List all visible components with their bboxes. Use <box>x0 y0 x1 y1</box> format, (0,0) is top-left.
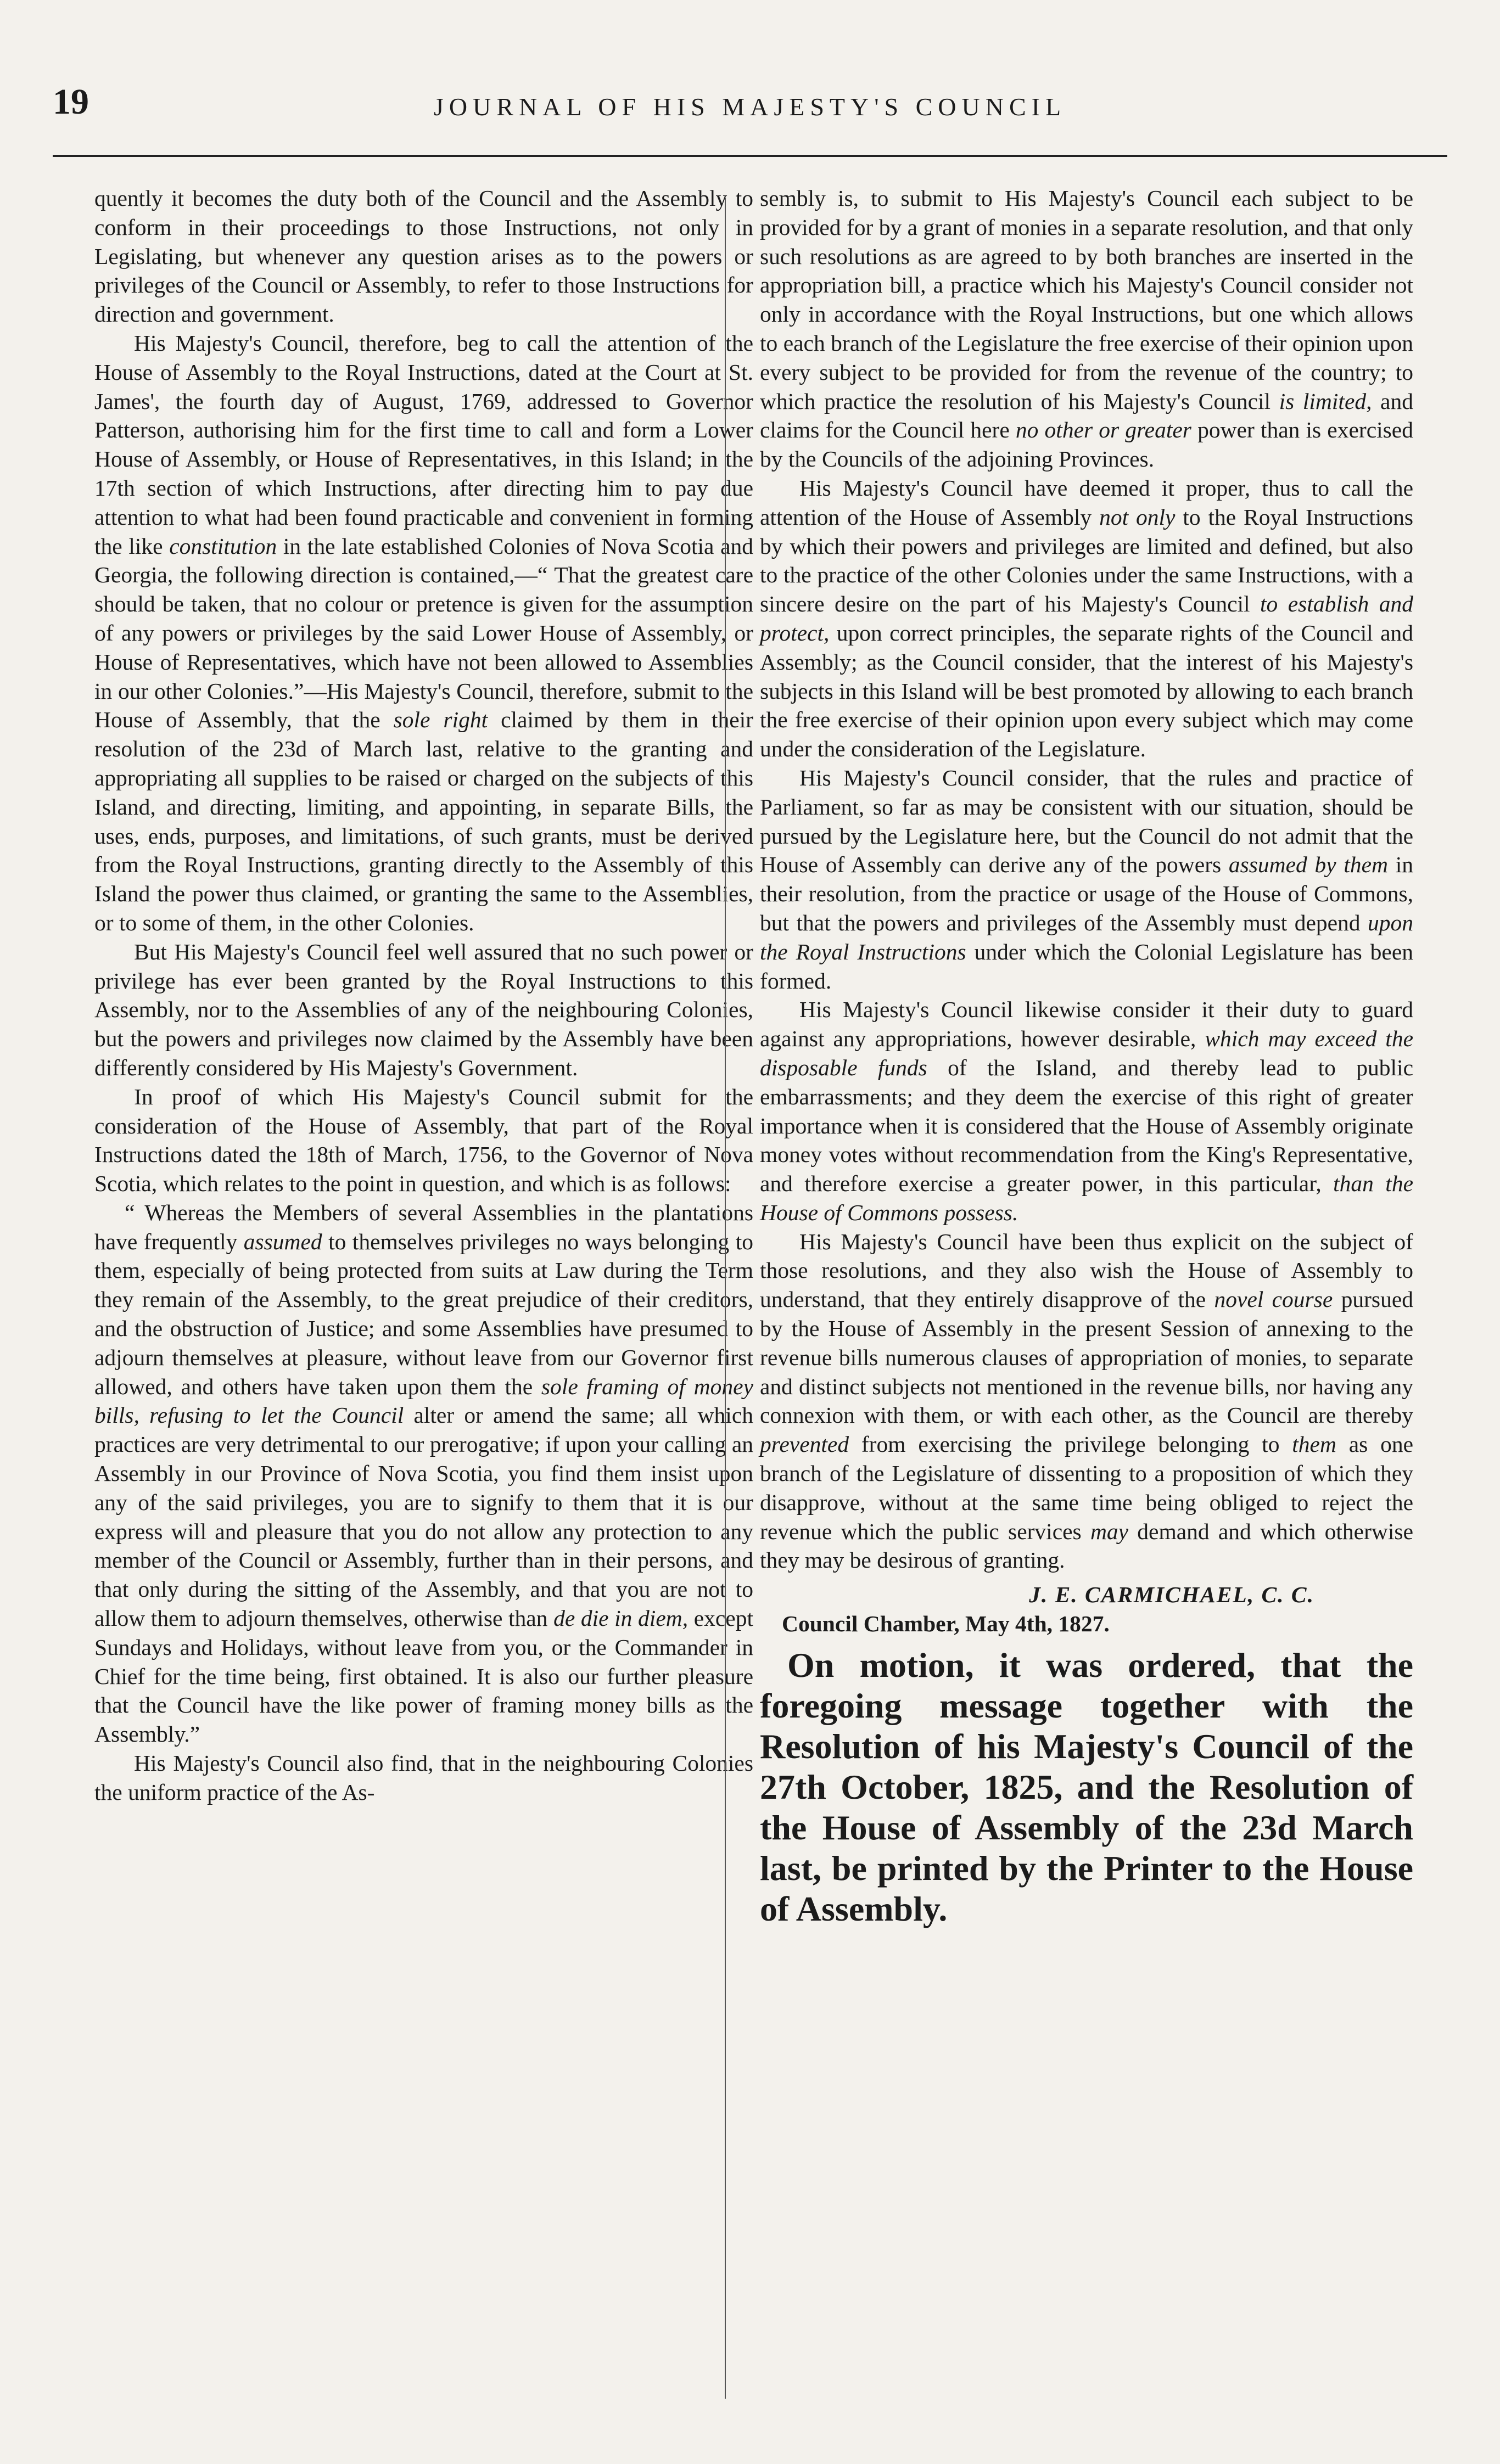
italic-phrase: prevented <box>760 1432 849 1457</box>
paragraph: In proof of which His Majesty's Council submit for the consideration of the House of Assembly, that part of the Royal Instructions dated the 18th of March, 1756, to the Governor of Nova Scotia, which relates to the point in question, and which is as follows: <box>94 1084 753 1197</box>
paragraph: quently it becomes the duty both of the Council and the Assembly to conform in their proceedings to those Instructions, not only in Legislating, but whenever any question arises as to the powers or privileges of the Council or Assembly, to refer to those Instructions for direction and government. <box>94 186 753 327</box>
italic-phrase: which may exceed the disposable funds <box>760 1026 1413 1080</box>
left-column <box>94 184 753 1807</box>
italic-phrase: upon the Royal Instructions <box>760 910 1413 964</box>
resolution-notice: On motion, it was ordered, that the foregoing message together with the Resolution of his Majesty's Council of the 27th October, 1825, and the Resolution of the House of Assembly of the 23d March last, be printed by the Printer to the House of Assembly. <box>760 1645 1413 1928</box>
italic-phrase: not only <box>1099 504 1176 530</box>
page-number: 19 <box>53 82 89 122</box>
paragraph: His Majesty's Council, therefore, beg to call the attention of the House of Assembly to the Royal Instructions, dated at the Court at St. James', the fourth day of August, 1769, addressed to Governor Patterson, authorising him for the first time to call and form a Lower House of Assembly, or House of Representatives, in this Island; in the 17th section of which Instructions, after directing him to pay due attention to what had been found practicable and convenient in forming the like constitution in the late established Colonies of Nova Scotia and Georgia, the following direction is contained,—“ That the greatest care should be taken, that no colour or pretence is given for the assumption of any powers or privileges by the said Lower House of Assembly, or House of Representatives, which have not been allowed to Assemblies in our other Colonies.”—His Majesty's Council, therefore, submit to the House of Assembly, that the sole right claimed by them in their resolution of the 23d of March last, relative to the granting and appropriating all supplies to be raised or charged on the subjects of this Island, and directing, limiting, and appointing, in separate Bills, the uses, ends, purposes, and limitations, of such grants, must be derived from the Royal Instructions, granting directly to the Assembly of this Island the power thus claimed, or granting the same to the Assemblies, or to some of them, in the other Colonies. <box>94 330 753 935</box>
paragraph: His Majesty's Council have been thus explicit on the subject of those resolutions, and they also wish the House of Assembly to understand, that they entirely disapprove of the novel course pursued by the House of Assembly in the present Session of annexing to the revenue bills numerous clauses of appropriation of monies, to separate and distinct subjects not mentioned in the revenue bills, nor having any connexion with them, or with each other, as the Council are thereby prevented from exercising the privilege belonging to them as one branch of the Legislature of dissenting to a proposition of which they disapprove, without at the same time being obliged to reject the revenue which the public services may demand and which otherwise they may be desirous of granting. <box>760 1228 1413 1573</box>
italic-phrase: may <box>1090 1518 1129 1544</box>
italic-phrase: sole right <box>393 707 488 733</box>
paragraph: sembly is, to submit to His Majesty's Council each subject to be provided for by a grant of monies in a separate resolution, and that only such resolutions as are agreed to by both branches are inserted in the appropriation bill, a practice which his Majesty's Council consider not only in accordance with the Royal Instructions, but one which allows to each branch of the Legislature the free exercise of their opinion upon every subject to be provided for from the revenue of the country; to which practice the resolution of his Majesty's Council is limited, and claims for the Council here no other or greater power than is exercised by the Councils of the adjoining Provinces. <box>760 186 1413 472</box>
italic-phrase: constitution <box>169 533 277 559</box>
paragraph: But His Majesty's Council feel well assured that no such power or privilege has ever been granted by the Royal Instructions to this Assembly, nor to the Assemblies of any of the neighbouring Colonies, but the powers and privileges now claimed by the Assembly have been differently considered by His Majesty's Government. <box>94 939 753 1080</box>
italic-phrase: to establish and protect, <box>760 591 1414 646</box>
paragraph: His Majesty's Council also find, that in the neighbouring Colonies the uniform practice of the As- <box>94 1750 753 1805</box>
italic-phrase: than the House of Commons possess. <box>760 1171 1414 1225</box>
italic-phrase: is limited, <box>1279 388 1372 414</box>
right-column <box>760 184 1413 1929</box>
running-head: JOURNAL OF HIS MAJESTY'S COUNCIL <box>433 93 1067 121</box>
quoted-instruction: “ Whereas the Members of several Assemblies in the plantations have frequently assumed to themselves privileges no ways belonging to them, especially of being protected from suits at Law during the Term they remain of the Assembly, to the great prejudice of their creditors, and the obstruction of Justice; and some Assemblies have presumed to adjourn themselves at pleasure, without leave from our Governor first allowed, and others have taken upon them the sole framing of money bills, refusing to let the Council alter or amend the same; all which practices are very detrimental to our prerogative; if upon your calling an Assembly in our Province of Nova Scotia, you find them insist upon any of the said privileges, you are to signify to them that it is our express will and pleasure that you do not allow any protection to any member of the Council or Assembly, further than in their persons, and that only during the sitting of the Assembly, and that you are not to allow them to adjourn themselves, otherwise than de die in diem, except Sundays and Holidays, without leave from you, or the Commander in Chief for the time being, first obtained. It is also our further pleasure that the Council have the like power of framing money bills as the Assembly.” <box>94 1199 753 1747</box>
italic-phrase: sole framing of money bills, refusing to let the Council <box>94 1373 753 1428</box>
signature: J. E. CARMICHAEL, C. C. <box>1029 1582 1314 1608</box>
header-rule <box>53 155 1447 157</box>
italic-phrase: no other or greater <box>1015 417 1191 443</box>
paragraph: His Majesty's Council consider, that the rules and practice of Parliament, so far as may be consistent with our situation, should be pursued by the Legislature here, but the Council do not admit that the House of Assembly can derive any of the powers assumed by them in their resolution, from the practice or usage of the House of Commons, but that the powers and privileges of the Assembly must depend upon the Royal Instructions under which the Colonial Legislature has been formed. <box>760 765 1414 994</box>
italic-phrase: assumed by them <box>1228 852 1389 878</box>
italic-phrase: assumed <box>243 1228 322 1254</box>
italic-phrase: them <box>1292 1432 1336 1457</box>
italic-phrase: de die in diem, <box>553 1606 689 1631</box>
paragraph: His Majesty's Council likewise consider it their duty to guard against any appropriations, however desirable, which may exceed the disposable funds of the Island, and thereby lead to public embarrassments; and they deem the exercise of this right of greater importance when it is considered that the House of Assembly originate money votes without recommendation from the King's Representative, and therefore exercise a greater power, in this particular, than the House of Commons possess. <box>760 997 1414 1225</box>
paragraph: His Majesty's Council have deemed it proper, thus to call the attention of the House of Assembly not only to the Royal Instructions by which their powers and privileges are limited and defined, but also to the practice of the other Colonies under the same Instructions, with a sincere desire on the part of his Majesty's Council to establish and protect, upon correct principles, the separate rights of the Council and Assembly; as the Council consider, that the interest of his Majesty's subjects in this Island will be best promoted by allowing to each branch the free exercise of their opinion upon every subject which may come under the consideration of the Legislature. <box>760 475 1414 762</box>
dateline: Council Chamber, May 4th, 1827. <box>782 1611 1110 1637</box>
italic-phrase: novel course <box>1214 1287 1333 1312</box>
column-rule <box>725 198 726 2399</box>
